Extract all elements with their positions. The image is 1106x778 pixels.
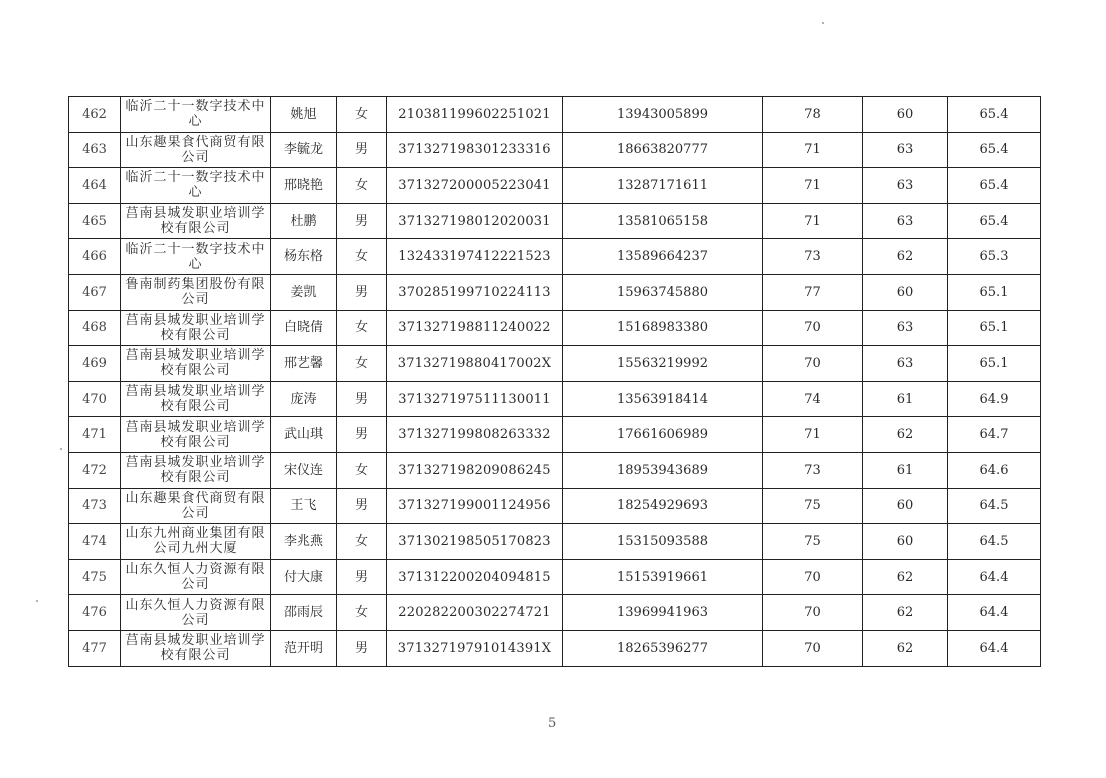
cell-score-1: 70 [763,310,863,346]
cell-id-number: 371327199808263332 [387,417,563,453]
cell-score-1: 70 [763,559,863,595]
table-row [69,239,1041,275]
cell-phone: 15963745880 [563,274,763,310]
cell-phone: 13287171611 [563,168,763,204]
cell-total-score: 65.1 [948,274,1041,310]
cell-total-score: 64.4 [948,630,1041,666]
roster-table [68,96,1041,667]
cell-total-score: 65.4 [948,132,1041,168]
cell-gender: 男 [337,559,387,595]
cell-score-1: 75 [763,524,863,560]
scan-speck [822,22,824,24]
cell-gender: 女 [337,452,387,488]
cell-score-1: 73 [763,452,863,488]
cell-score-1: 77 [763,274,863,310]
table-row [69,274,1041,310]
cell-total-score: 65.4 [948,97,1041,133]
cell-gender: 男 [337,132,387,168]
cell-seq: 469 [69,346,121,382]
cell-gender: 男 [337,381,387,417]
scan-speck [36,600,38,602]
cell-organization: 山东趣果食代商贸有限公司 [121,132,271,168]
table-row [69,381,1041,417]
cell-name: 李毓龙 [271,132,337,168]
cell-name: 宋仪连 [271,452,337,488]
cell-gender: 男 [337,417,387,453]
cell-id-number: 371327200005223041 [387,168,563,204]
cell-seq: 462 [69,97,121,133]
cell-score-1: 74 [763,381,863,417]
cell-organization: 山东久恒人力资源有限公司 [121,559,271,595]
scan-speck [60,448,62,450]
cell-id-number: 371327198209086245 [387,452,563,488]
cell-organization: 莒南县城发职业培训学校有限公司 [121,452,271,488]
cell-phone: 13581065158 [563,203,763,239]
cell-name: 杜鹏 [271,203,337,239]
cell-total-score: 65.4 [948,168,1041,204]
cell-score-1: 71 [763,168,863,204]
cell-id-number: 371302198505170823 [387,524,563,560]
cell-score-2: 60 [863,524,948,560]
cell-name: 姜凯 [271,274,337,310]
cell-organization: 莒南县城发职业培训学校有限公司 [121,630,271,666]
cell-score-2: 60 [863,488,948,524]
cell-organization: 莒南县城发职业培训学校有限公司 [121,310,271,346]
cell-score-2: 62 [863,559,948,595]
cell-total-score: 64.9 [948,381,1041,417]
cell-name: 庞涛 [271,381,337,417]
cell-score-1: 70 [763,595,863,631]
page-number: 5 [548,716,557,731]
cell-gender: 男 [337,203,387,239]
cell-name: 范开明 [271,630,337,666]
table-row [69,97,1041,133]
table-row [69,488,1041,524]
cell-organization: 临沂二十一数字技术中心 [121,97,271,133]
cell-name: 白晓倩 [271,310,337,346]
cell-seq: 465 [69,203,121,239]
cell-phone: 18663820777 [563,132,763,168]
cell-phone: 13563918414 [563,381,763,417]
cell-organization: 莒南县城发职业培训学校有限公司 [121,346,271,382]
cell-score-1: 71 [763,417,863,453]
cell-score-1: 70 [763,630,863,666]
cell-score-2: 63 [863,310,948,346]
table-row [69,203,1041,239]
table-row [69,524,1041,560]
cell-phone: 18254929693 [563,488,763,524]
cell-total-score: 64.5 [948,488,1041,524]
cell-id-number: 371327198811240022 [387,310,563,346]
cell-score-1: 75 [763,488,863,524]
cell-gender: 女 [337,97,387,133]
cell-phone: 18265396277 [563,630,763,666]
cell-total-score: 64.5 [948,524,1041,560]
cell-phone: 18953943689 [563,452,763,488]
cell-organization: 莒南县城发职业培训学校有限公司 [121,417,271,453]
cell-id-number: 37132719791014391X [387,630,563,666]
table-row [69,595,1041,631]
cell-id-number: 370285199710224113 [387,274,563,310]
cell-seq: 471 [69,417,121,453]
cell-seq: 474 [69,524,121,560]
table-row [69,168,1041,204]
cell-organization: 山东久恒人力资源有限公司 [121,595,271,631]
cell-score-2: 62 [863,595,948,631]
cell-name: 武山琪 [271,417,337,453]
cell-phone: 15153919661 [563,559,763,595]
cell-id-number: 371327198301233316 [387,132,563,168]
cell-phone: 15168983380 [563,310,763,346]
cell-name: 杨东格 [271,239,337,275]
cell-gender: 男 [337,630,387,666]
cell-id-number: 210381199602251021 [387,97,563,133]
cell-total-score: 65.4 [948,203,1041,239]
table-row [69,559,1041,595]
cell-name: 邵雨辰 [271,595,337,631]
cell-total-score: 65.1 [948,346,1041,382]
cell-id-number: 220282200302274721 [387,595,563,631]
cell-organization: 临沂二十一数字技术中心 [121,239,271,275]
cell-phone: 13969941963 [563,595,763,631]
cell-seq: 466 [69,239,121,275]
cell-id-number: 371327198012020031 [387,203,563,239]
cell-score-1: 73 [763,239,863,275]
cell-seq: 476 [69,595,121,631]
cell-score-2: 60 [863,97,948,133]
cell-gender: 女 [337,310,387,346]
cell-organization: 莒南县城发职业培训学校有限公司 [121,381,271,417]
cell-gender: 男 [337,274,387,310]
cell-organization: 鲁南制药集团股份有限公司 [121,274,271,310]
cell-total-score: 64.4 [948,559,1041,595]
cell-score-1: 71 [763,132,863,168]
cell-score-1: 70 [763,346,863,382]
cell-total-score: 64.6 [948,452,1041,488]
cell-phone: 15315093588 [563,524,763,560]
table-row [69,310,1041,346]
table-row [69,452,1041,488]
cell-name: 王飞 [271,488,337,524]
cell-seq: 472 [69,452,121,488]
cell-gender: 男 [337,488,387,524]
cell-score-2: 60 [863,274,948,310]
cell-total-score: 65.3 [948,239,1041,275]
cell-name: 姚旭 [271,97,337,133]
cell-score-2: 61 [863,381,948,417]
cell-seq: 477 [69,630,121,666]
table-row [69,417,1041,453]
cell-seq: 467 [69,274,121,310]
cell-seq: 463 [69,132,121,168]
cell-name: 付大康 [271,559,337,595]
cell-score-2: 63 [863,132,948,168]
cell-score-1: 71 [763,203,863,239]
cell-score-2: 62 [863,239,948,275]
cell-score-2: 62 [863,417,948,453]
cell-seq: 464 [69,168,121,204]
cell-seq: 475 [69,559,121,595]
cell-id-number: 371327197511130011 [387,381,563,417]
cell-gender: 女 [337,595,387,631]
cell-id-number: 37132719880417002X [387,346,563,382]
table-row [69,132,1041,168]
cell-score-2: 63 [863,168,948,204]
cell-seq: 473 [69,488,121,524]
cell-gender: 女 [337,346,387,382]
cell-phone: 13943005899 [563,97,763,133]
cell-score-2: 63 [863,203,948,239]
cell-seq: 468 [69,310,121,346]
table-row [69,630,1041,666]
cell-organization: 临沂二十一数字技术中心 [121,168,271,204]
cell-id-number: 371327199001124956 [387,488,563,524]
cell-score-2: 62 [863,630,948,666]
cell-phone: 17661606989 [563,417,763,453]
cell-id-number: 132433197412221523 [387,239,563,275]
cell-seq: 470 [69,381,121,417]
cell-id-number: 371312200204094815 [387,559,563,595]
cell-gender: 女 [337,168,387,204]
roster-body [69,97,1041,667]
cell-name: 邢艺馨 [271,346,337,382]
cell-phone: 13589664237 [563,239,763,275]
cell-organization: 莒南县城发职业培训学校有限公司 [121,203,271,239]
cell-total-score: 64.7 [948,417,1041,453]
cell-score-1: 78 [763,97,863,133]
cell-phone: 15563219992 [563,346,763,382]
cell-total-score: 64.4 [948,595,1041,631]
cell-name: 李兆燕 [271,524,337,560]
cell-name: 邢晓艳 [271,168,337,204]
table-row [69,346,1041,382]
cell-score-2: 63 [863,346,948,382]
cell-score-2: 61 [863,452,948,488]
cell-gender: 女 [337,239,387,275]
cell-total-score: 65.1 [948,310,1041,346]
cell-organization: 山东九州商业集团有限公司九州大厦 [121,524,271,560]
cell-gender: 女 [337,524,387,560]
cell-organization: 山东趣果食代商贸有限公司 [121,488,271,524]
